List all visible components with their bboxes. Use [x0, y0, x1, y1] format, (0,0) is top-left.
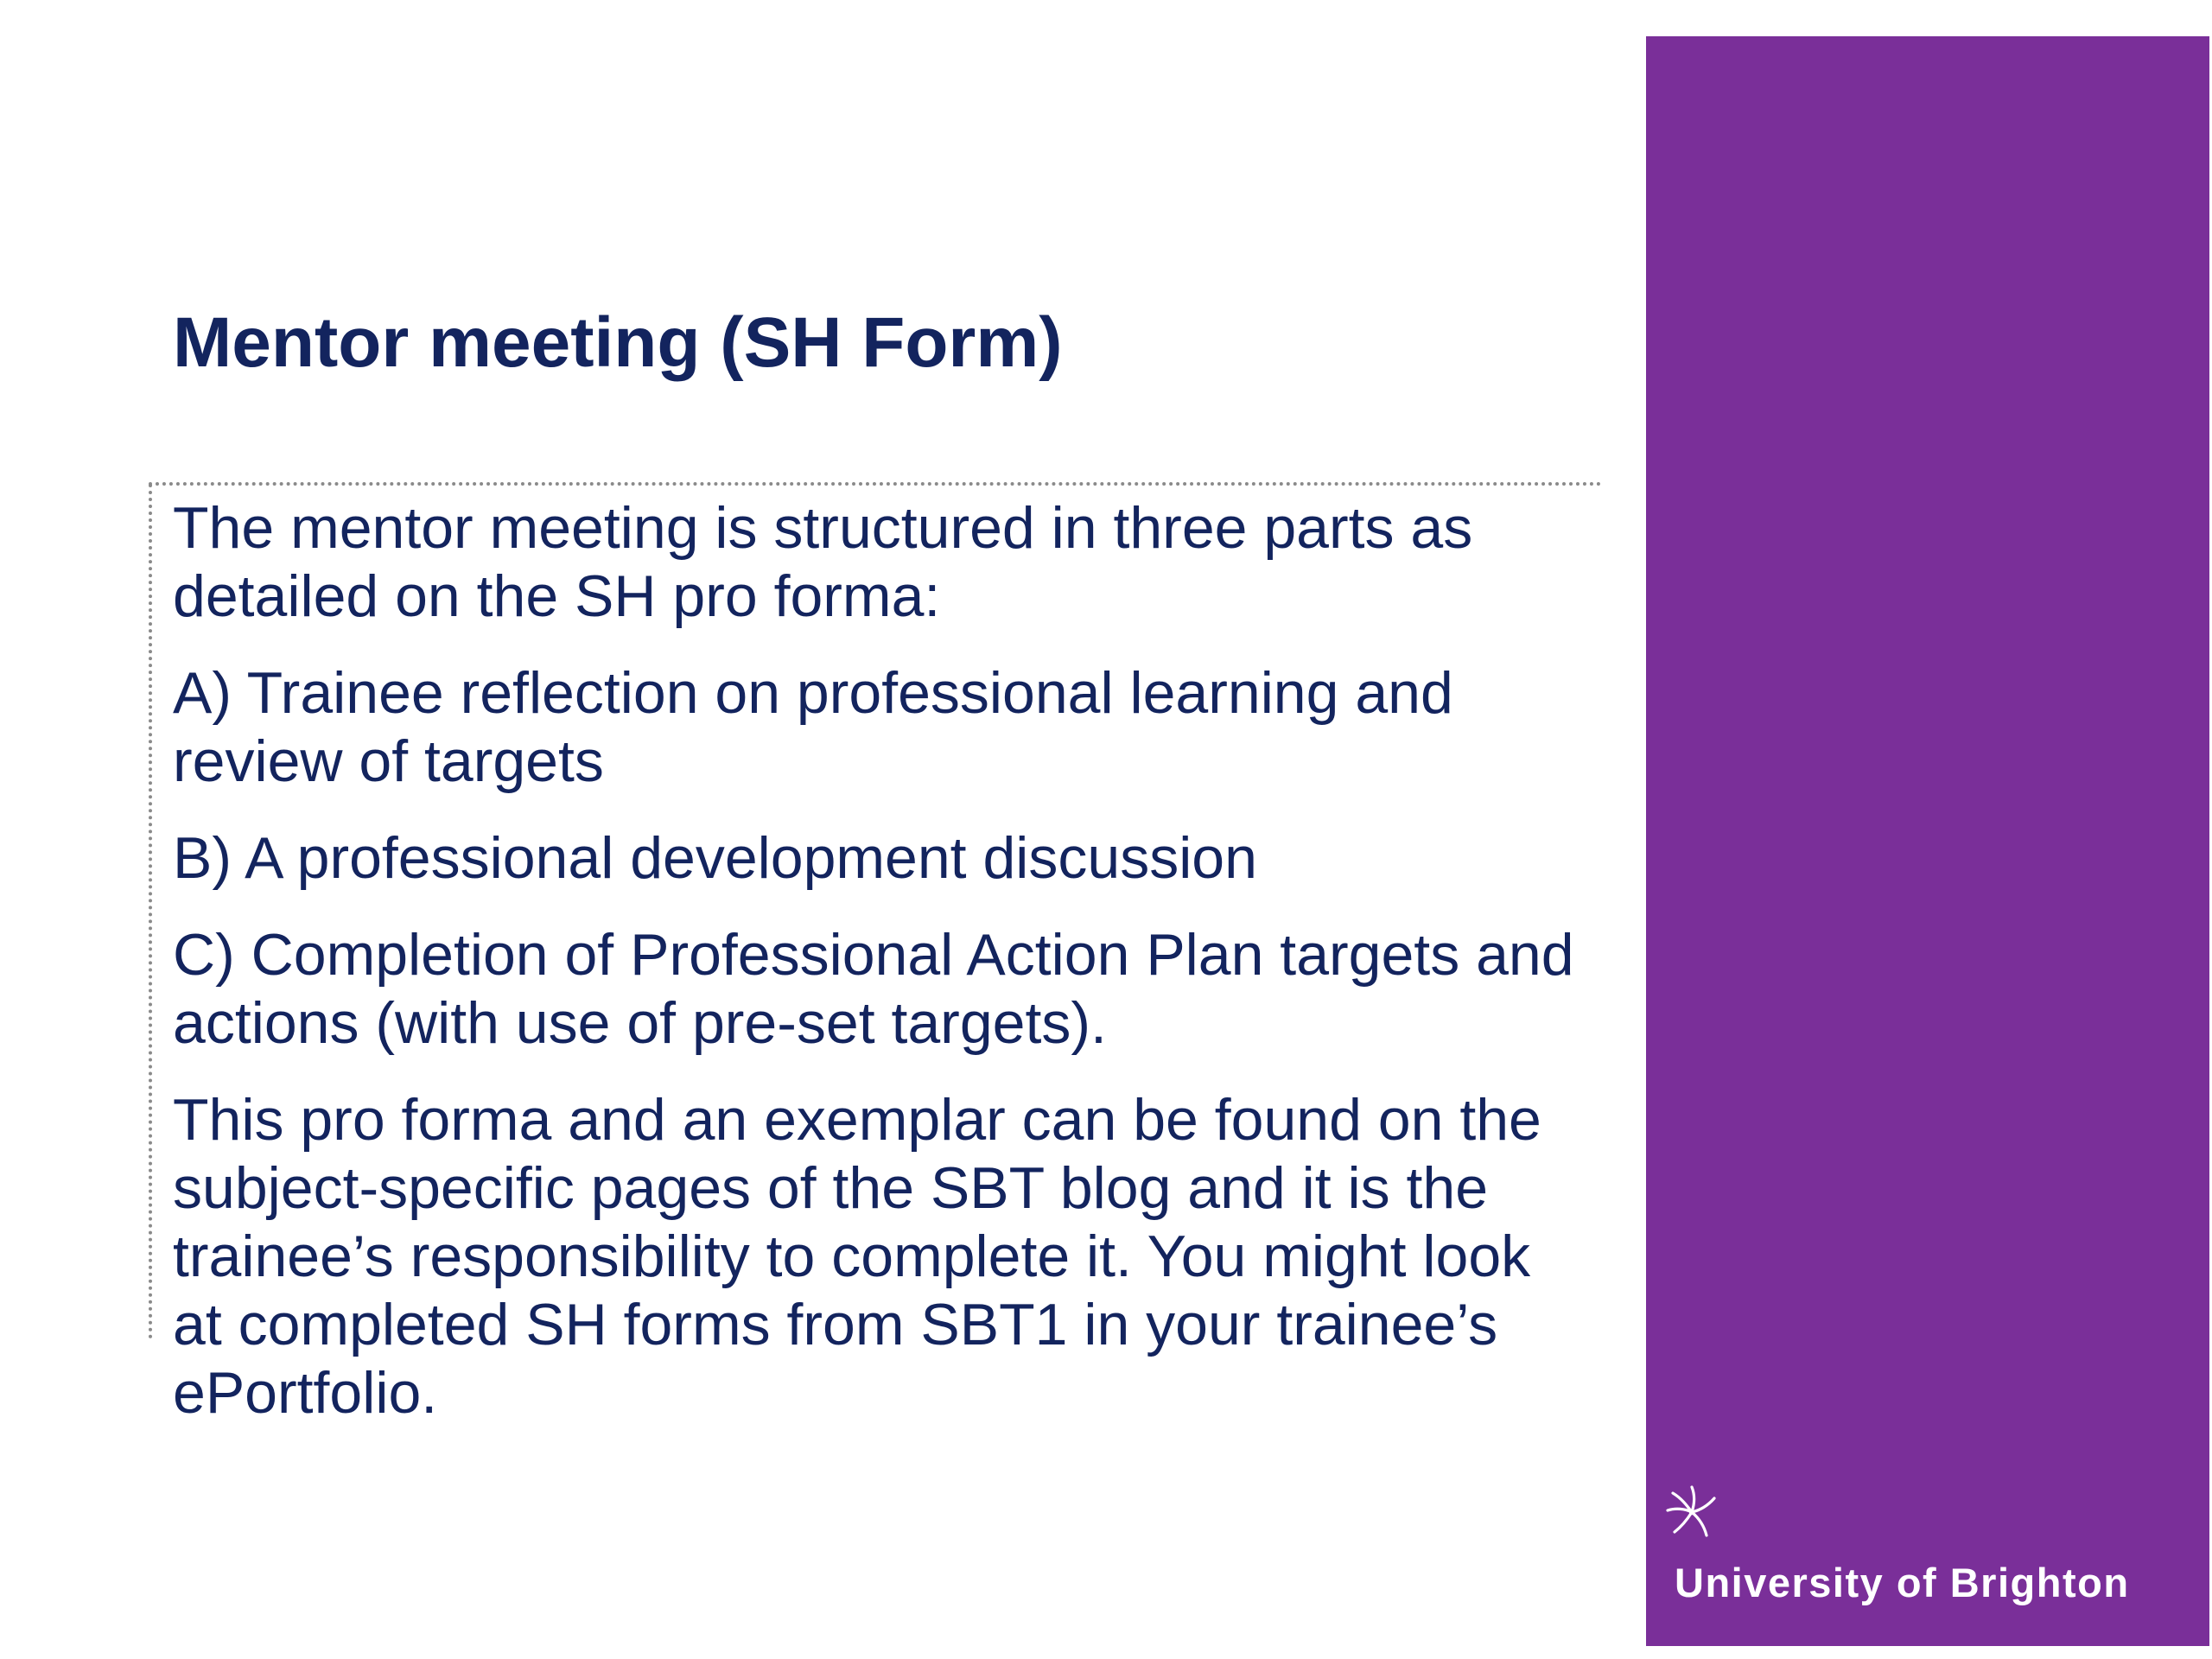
- dotted-divider-left: [149, 484, 152, 1339]
- side-panel: [1646, 36, 2209, 1646]
- closing-paragraph: This pro forma and an exemplar can be found on the subject-specific pages of the SBT blog and it is the trainee’s responsibility to complete it. You might look at completed SH forms from SBT1 in your trainee’s ePortfolio.: [173, 1087, 1541, 1426]
- star-logo-icon: [1663, 1484, 1720, 1541]
- slide-title: Mentor meeting (SH Form): [173, 303, 1063, 382]
- list-item-b: B) A professional development discussion: [173, 825, 1257, 891]
- university-logo-text: University of Brighton: [1675, 1560, 2130, 1605]
- dotted-divider-top: [149, 482, 1602, 486]
- list-item-c: C) Completion of Professional Action Plan targets and actions (with use of pre-set targets).: [173, 922, 1574, 1056]
- slide-body: [173, 494, 1590, 1456]
- list-item-a: A) Trainee reflection on professional learning and review of targets: [173, 660, 1453, 794]
- intro-paragraph: The mentor meeting is structured in three parts as detailed on the SH pro forma:: [173, 495, 1473, 629]
